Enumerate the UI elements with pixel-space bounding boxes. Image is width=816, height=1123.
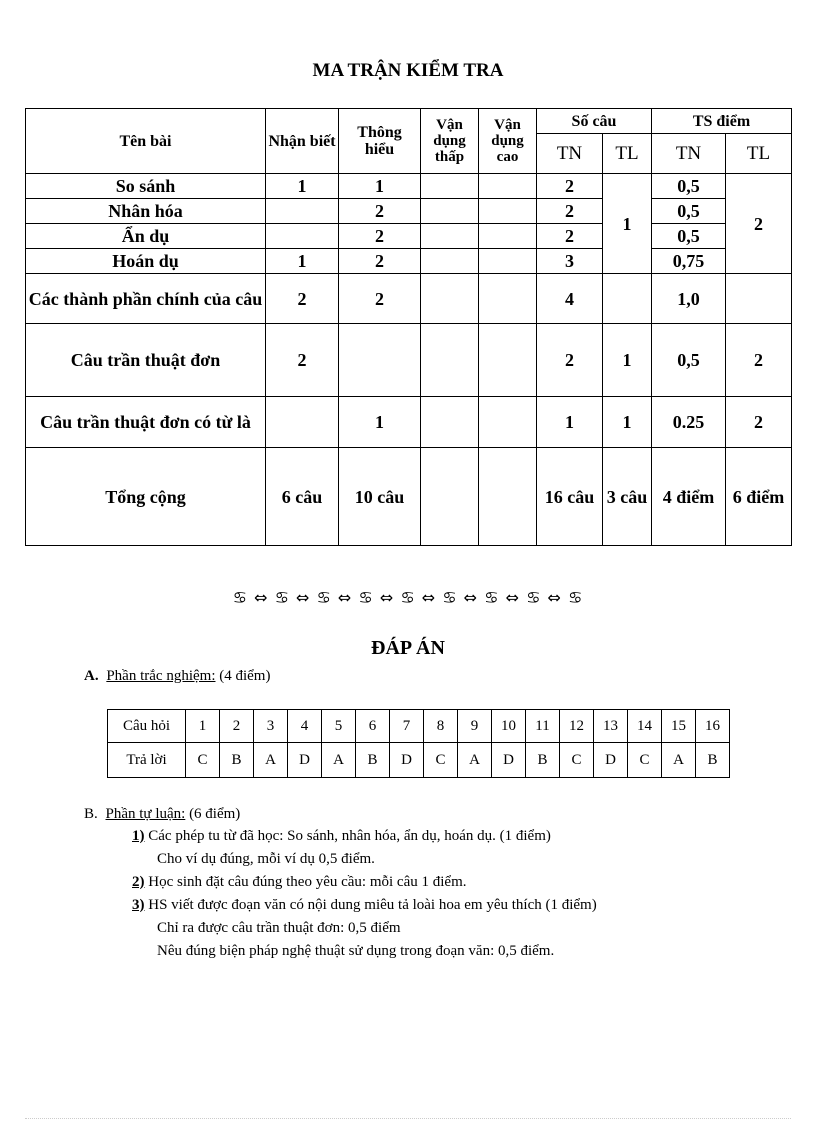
table-row bbox=[26, 224, 792, 249]
answer-letter: C bbox=[628, 743, 662, 778]
row-name: Các thành phần chính của câu bbox=[26, 274, 266, 324]
header-tl: TL bbox=[603, 134, 652, 174]
cell-thong-hieu: 1 bbox=[339, 174, 421, 199]
question-number: 7 bbox=[390, 710, 424, 743]
cell-nhan-biet: 2 bbox=[266, 274, 339, 324]
total-diem-tl: 6 điểm bbox=[726, 448, 792, 546]
table-row bbox=[26, 199, 792, 224]
cell-diem-tl-merged: 2 bbox=[726, 174, 792, 274]
cell-thong-hieu: 2 bbox=[339, 249, 421, 274]
cell-nhan-biet: 2 bbox=[266, 324, 339, 397]
question-number: 13 bbox=[594, 710, 628, 743]
cell-van-dung-cao bbox=[479, 397, 537, 448]
answer-letter: D bbox=[390, 743, 424, 778]
item-text: HS viết được đoạn văn có nội dung miêu tả loài hoa em yêu thích (1 điểm) bbox=[144, 897, 597, 913]
answer-letter: C bbox=[424, 743, 458, 778]
answer-letter: B bbox=[526, 743, 560, 778]
essay-item bbox=[132, 897, 597, 914]
cell-thong-hieu bbox=[339, 324, 421, 397]
total-van-dung-thap bbox=[421, 448, 479, 546]
cell-tn: 2 bbox=[537, 174, 603, 199]
header-diem-tl: TL bbox=[726, 134, 792, 174]
cell-nhan-biet bbox=[266, 397, 339, 448]
cell-diem-tl bbox=[726, 274, 792, 324]
table-row bbox=[26, 174, 792, 199]
question-number: 14 bbox=[628, 710, 662, 743]
row-name: Câu trần thuật đơn có từ là bbox=[26, 397, 266, 448]
total-row bbox=[26, 448, 792, 546]
row-label-answer: Trả lời bbox=[108, 743, 186, 778]
total-thong-hieu: 10 câu bbox=[339, 448, 421, 546]
section-b-points: (6 điểm) bbox=[185, 806, 241, 822]
cell-thong-hieu: 2 bbox=[339, 224, 421, 249]
question-number: 4 bbox=[288, 710, 322, 743]
total-label: Tổng cộng bbox=[26, 448, 266, 546]
header-so-cau: Số câu bbox=[537, 109, 652, 134]
total-diem-tn: 4 điểm bbox=[652, 448, 726, 546]
cell-nhan-biet bbox=[266, 224, 339, 249]
section-b-heading bbox=[84, 806, 240, 823]
item-text: Các phép tu từ đã học: So sánh, nhân hóa, ẩn dụ, hoán dụ. (1 điểm) bbox=[144, 828, 551, 844]
answer-letter: A bbox=[458, 743, 492, 778]
cell-van-dung-thap bbox=[421, 224, 479, 249]
header-thong-hieu: Thông hiểu bbox=[339, 109, 421, 174]
answer-letter: A bbox=[322, 743, 356, 778]
essay-item bbox=[132, 828, 551, 845]
row-name: Câu trần thuật đơn bbox=[26, 324, 266, 397]
question-number: 12 bbox=[560, 710, 594, 743]
cell-van-dung-cao bbox=[479, 324, 537, 397]
cell-thong-hieu: 2 bbox=[339, 199, 421, 224]
cell-thong-hieu: 2 bbox=[339, 274, 421, 324]
cell-van-dung-thap bbox=[421, 397, 479, 448]
answer-key-title: ĐÁP ÁN bbox=[371, 637, 445, 659]
cell-diem-tn: 0,5 bbox=[652, 174, 726, 199]
essay-item bbox=[157, 920, 401, 937]
cell-nhan-biet: 1 bbox=[266, 249, 339, 274]
question-number: 15 bbox=[662, 710, 696, 743]
row-label-question: Câu hỏi bbox=[108, 710, 186, 743]
row-name: So sánh bbox=[26, 174, 266, 199]
section-b-label: Phần tự luận: bbox=[105, 806, 186, 822]
section-a-heading bbox=[84, 668, 270, 685]
cell-van-dung-cao bbox=[479, 249, 537, 274]
cell-diem-tl: 2 bbox=[726, 397, 792, 448]
question-number: 9 bbox=[458, 710, 492, 743]
cell-van-dung-cao bbox=[479, 174, 537, 199]
section-b-letter: B. bbox=[84, 806, 98, 822]
answer-letter: C bbox=[560, 743, 594, 778]
cell-diem-tn: 0,5 bbox=[652, 324, 726, 397]
item-number: 2) bbox=[132, 874, 145, 890]
item-number: 3) bbox=[132, 897, 145, 913]
cell-tl: 1 bbox=[603, 397, 652, 448]
row-name: Ẩn dụ bbox=[26, 224, 266, 249]
cell-thong-hieu: 1 bbox=[339, 397, 421, 448]
cell-nhan-biet: 1 bbox=[266, 174, 339, 199]
answer-letter: C bbox=[186, 743, 220, 778]
cell-tn: 3 bbox=[537, 249, 603, 274]
table-row bbox=[26, 324, 792, 397]
cell-van-dung-thap bbox=[421, 274, 479, 324]
row-name: Nhân hóa bbox=[26, 199, 266, 224]
cell-diem-tn: 0.25 bbox=[652, 397, 726, 448]
total-van-dung-cao bbox=[479, 448, 537, 546]
cell-diem-tn: 0,75 bbox=[652, 249, 726, 274]
answer-letter: D bbox=[288, 743, 322, 778]
question-number: 2 bbox=[220, 710, 254, 743]
total-tl: 3 câu bbox=[603, 448, 652, 546]
exam-matrix-table bbox=[25, 108, 792, 546]
item-text: Nêu đúng biện pháp nghệ thuật sử dụng trong đoạn văn: 0,5 điểm. bbox=[157, 943, 555, 959]
cell-diem-tn: 0,5 bbox=[652, 224, 726, 249]
cell-van-dung-thap bbox=[421, 199, 479, 224]
cell-van-dung-cao bbox=[479, 199, 537, 224]
cell-diem-tn: 0,5 bbox=[652, 199, 726, 224]
cell-van-dung-thap bbox=[421, 324, 479, 397]
header-ten-bai: Tên bài bbox=[26, 109, 266, 174]
row-name: Hoán dụ bbox=[26, 249, 266, 274]
header-ts-diem: TS điểm bbox=[652, 109, 792, 134]
header-van-dung-cao: Vận dụng cao bbox=[479, 109, 537, 174]
cell-tn: 2 bbox=[537, 199, 603, 224]
item-text: Cho ví dụ đúng, mỗi ví dụ 0,5 điểm. bbox=[157, 851, 375, 867]
cell-van-dung-cao bbox=[479, 274, 537, 324]
cell-van-dung-thap bbox=[421, 249, 479, 274]
page-title: MA TRẬN KIỂM TRA bbox=[312, 60, 504, 81]
item-text: Chỉ ra được câu trần thuật đơn: 0,5 điểm bbox=[157, 920, 401, 936]
cell-tl bbox=[603, 274, 652, 324]
item-number: 1) bbox=[132, 828, 145, 844]
answer-letter: A bbox=[662, 743, 696, 778]
cell-tn: 2 bbox=[537, 324, 603, 397]
total-tn: 16 câu bbox=[537, 448, 603, 546]
cell-van-dung-thap bbox=[421, 174, 479, 199]
essay-item bbox=[132, 874, 467, 891]
question-number: 11 bbox=[526, 710, 560, 743]
question-number: 10 bbox=[492, 710, 526, 743]
question-number: 6 bbox=[356, 710, 390, 743]
item-text: Học sinh đặt câu đúng theo yêu cầu: mỗi câu 1 điểm. bbox=[144, 874, 467, 890]
table-row bbox=[26, 274, 792, 324]
header-tn: TN bbox=[537, 134, 603, 174]
question-number: 5 bbox=[322, 710, 356, 743]
page-bottom-divider bbox=[25, 1118, 791, 1119]
table-row bbox=[26, 397, 792, 448]
cell-tn: 1 bbox=[537, 397, 603, 448]
answer-letter: B bbox=[696, 743, 730, 778]
question-number: 3 bbox=[254, 710, 288, 743]
section-a-points: (4 điểm) bbox=[215, 668, 271, 684]
answer-letter: A bbox=[254, 743, 288, 778]
cell-tl: 1 bbox=[603, 324, 652, 397]
question-number: 16 bbox=[696, 710, 730, 743]
answer-key-table bbox=[107, 709, 730, 778]
answer-letter: B bbox=[356, 743, 390, 778]
total-nhan-biet: 6 câu bbox=[266, 448, 339, 546]
header-van-dung-thap: Vận dụng thấp bbox=[421, 109, 479, 174]
table-row bbox=[26, 249, 792, 274]
cell-diem-tn: 1,0 bbox=[652, 274, 726, 324]
cell-nhan-biet bbox=[266, 199, 339, 224]
cell-van-dung-cao bbox=[479, 224, 537, 249]
section-a-label: Phần trắc nghiệm: bbox=[106, 668, 216, 684]
answer-letter: D bbox=[594, 743, 628, 778]
cell-tn: 2 bbox=[537, 224, 603, 249]
cell-tl-merged: 1 bbox=[603, 174, 652, 274]
cell-tn: 4 bbox=[537, 274, 603, 324]
essay-item bbox=[157, 943, 554, 960]
header-diem-tn: TN bbox=[652, 134, 726, 174]
question-number: 8 bbox=[424, 710, 458, 743]
cell-diem-tl: 2 bbox=[726, 324, 792, 397]
answer-letter: B bbox=[220, 743, 254, 778]
answer-letter: D bbox=[492, 743, 526, 778]
header-nhan-biet: Nhận biết bbox=[266, 109, 339, 174]
question-number: 1 bbox=[186, 710, 220, 743]
section-a-letter: A. bbox=[84, 668, 99, 684]
decorative-divider: ♋ ⇔ ♋ ⇔ ♋ ⇔ ♋ ⇔ ♋ ⇔ ♋ ⇔ ♋ ⇔ ♋ ⇔ ♋ bbox=[232, 588, 584, 607]
essay-item bbox=[157, 851, 375, 868]
